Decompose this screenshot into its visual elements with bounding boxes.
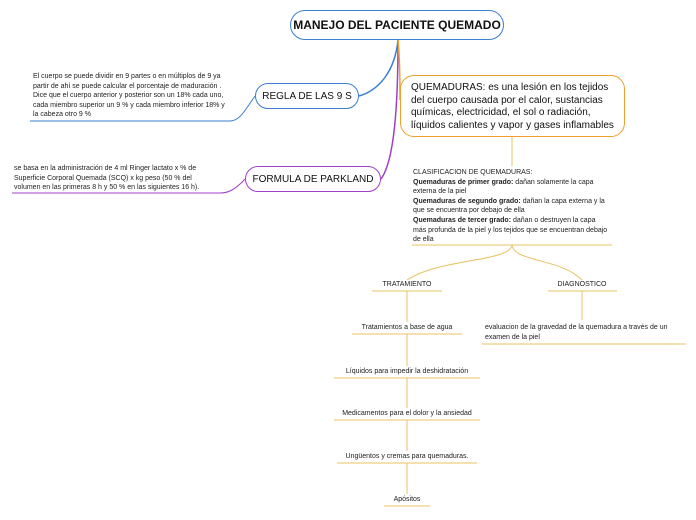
tratamiento-node[interactable]: TRATAMIENTO: [382, 281, 432, 288]
tratamiento-step-4[interactable]: Ungüentos y cremas para quemaduras.: [345, 453, 469, 460]
clasificacion-item-2: Quemaduras de segundo grado: dañan la capa externa y la que se encuentra por debajo de ella: [413, 197, 605, 215]
formula-parkland-node[interactable]: FORMULA DE PARKLAND: [245, 166, 381, 192]
clasificacion-item-1: Quemaduras de primer grado: dañan solamente la capa externa de la piel: [413, 178, 594, 196]
clasificacion-note: [413, 168, 608, 245]
clasificacion-item-3: Quemaduras de tercer grado: dañan o destruyen la capa más profunda de la piel y los tejidos que se encuentran debajo de ella: [413, 216, 608, 244]
quemaduras-definition-node[interactable]: QUEMADURAS: es una lesión en los tejidos del cuerpo causada por el calor, sustancias químicas, electricidad, el sol o radiación, líquidos calientes y vapor y gases inflamables: [400, 75, 625, 137]
diagnostico-node[interactable]: DIAGNOSTICO: [557, 281, 607, 288]
diagnostico-note: evaluacion de la gravedad de la quemadura a través de un examen de la piel: [485, 324, 668, 341]
main-topic-title[interactable]: MANEJO DEL PACIENTE QUEMADO: [290, 10, 504, 40]
tratamiento-step-5[interactable]: Apósitos: [393, 496, 421, 503]
tratamiento-step-2[interactable]: Líquidos para impedir la deshidratación: [345, 368, 469, 375]
clasificacion-heading: CLASIFICACION DE QUEMADURAS:: [413, 169, 533, 176]
regla-de-las-9-note: El cuerpo se puede dividir en 9 partes o en múltiplos de 9 ya partir de ahí se puede calcular el porcentaje de maduración . Dice que el cuerpo anterior y posterior son un 18% cada uno, cada miembro superior un 9 % y cada miembro inferior 18% y la cabeza otro 9 %: [33, 73, 225, 119]
tratamiento-step-1[interactable]: Tratamientos a base de agua: [361, 324, 453, 331]
formula-parkland-note: se basa en la administración de 4 ml Ringer lactato x % de Superficie Corporal Quemada (SCQ) x kg peso (50 % del volumen en las primeras 8 h y 50 % en las siguientes 16 h).: [14, 165, 200, 192]
regla-de-las-9-node[interactable]: REGLA DE LAS 9 S: [255, 83, 359, 109]
tratamiento-step-3[interactable]: Medicamentos para el dolor y la ansiedad: [342, 410, 472, 417]
